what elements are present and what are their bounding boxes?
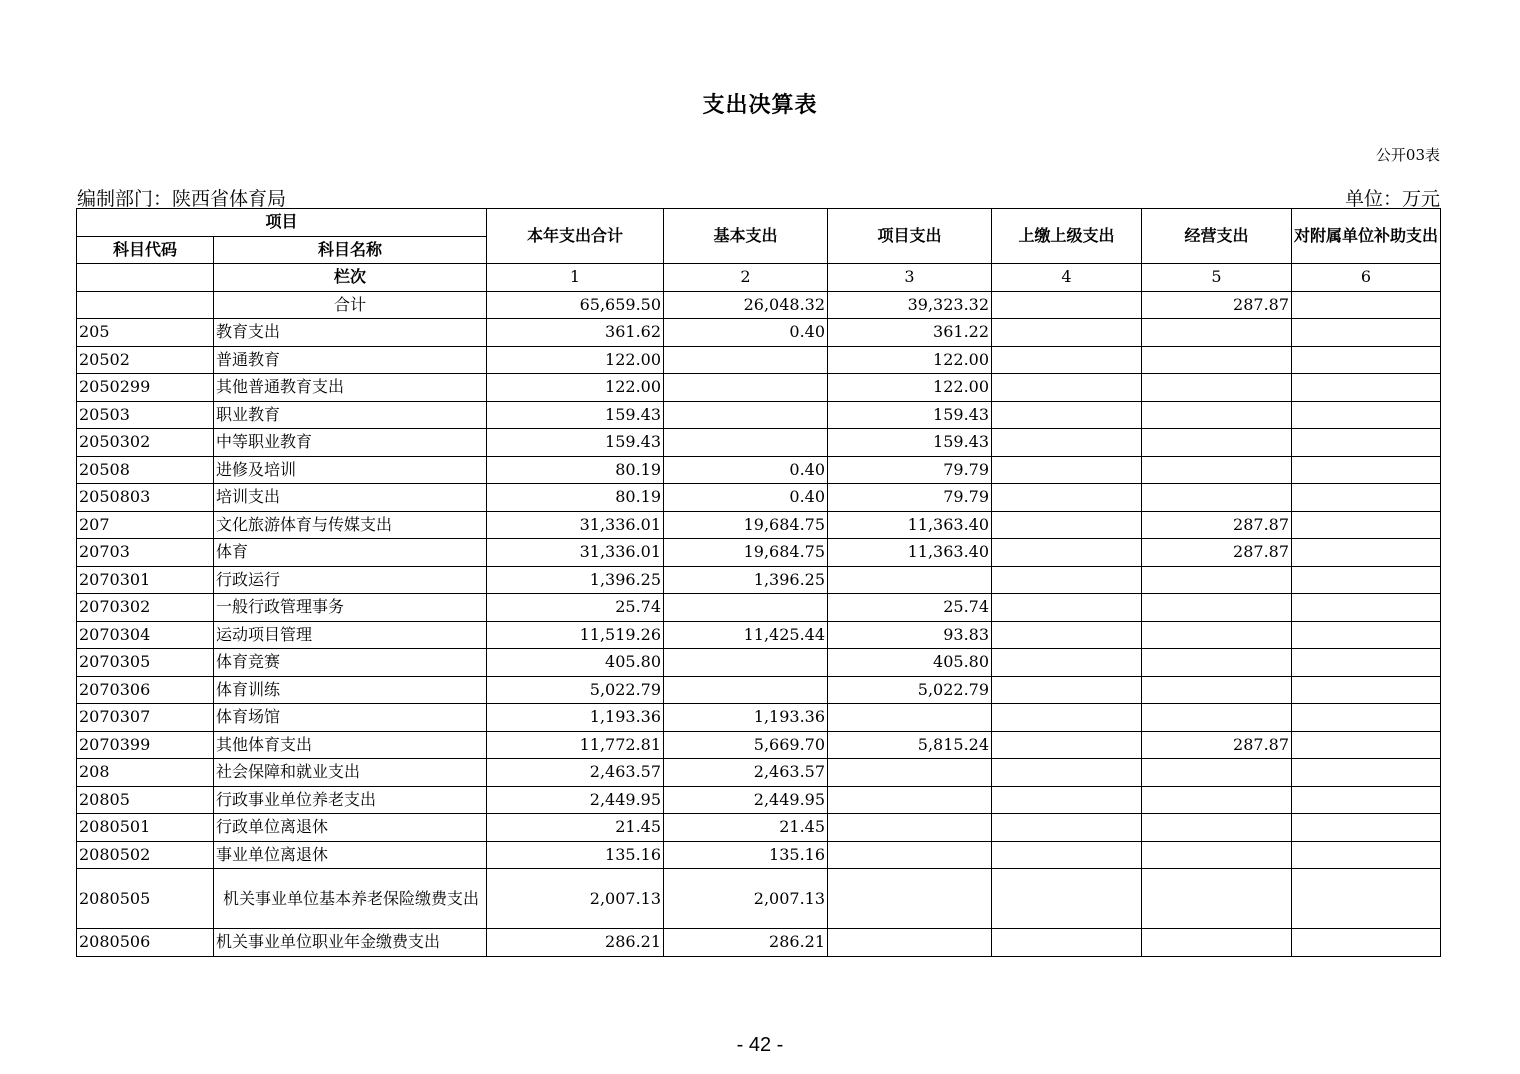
amount-subsidy <box>1292 869 1441 929</box>
subject-name: 培训支出 <box>214 484 487 512</box>
table-row <box>77 841 1441 869</box>
amount-basic <box>664 401 828 429</box>
amount-upper <box>992 929 1142 957</box>
amount-upper <box>992 511 1142 539</box>
amount-total: 31,336.01 <box>487 539 664 567</box>
amount-subsidy <box>1292 594 1441 622</box>
amount-business <box>1142 929 1292 957</box>
total-row <box>77 291 1441 319</box>
amount-upper <box>992 841 1142 869</box>
header-subsidy: 对附属单位补助支出 <box>1292 209 1441 264</box>
amount-basic <box>664 649 828 677</box>
total-subsidy <box>1292 291 1441 319</box>
amount-total: 135.16 <box>487 841 664 869</box>
subject-name: 其他体育支出 <box>214 731 487 759</box>
subject-code: 2050803 <box>77 484 214 512</box>
amount-project <box>828 869 992 929</box>
table-row <box>77 566 1441 594</box>
amount-upper <box>992 319 1142 347</box>
amount-business <box>1142 841 1292 869</box>
header-upper: 上缴上级支出 <box>992 209 1142 264</box>
amount-business: 287.87 <box>1142 539 1292 567</box>
subject-code: 2070302 <box>77 594 214 622</box>
unit-label: 单位：万元 <box>1344 188 1440 210</box>
amount-project: 405.80 <box>828 649 992 677</box>
row-label-blank <box>77 264 214 292</box>
total-upper <box>992 291 1142 319</box>
amount-total: 1,396.25 <box>487 566 664 594</box>
amount-business <box>1142 319 1292 347</box>
subject-name: 文化旅游体育与传媒支出 <box>214 511 487 539</box>
amount-project <box>828 786 992 814</box>
subject-code: 205 <box>77 319 214 347</box>
amount-total: 1,193.36 <box>487 704 664 732</box>
amount-basic <box>664 676 828 704</box>
amount-upper <box>992 429 1142 457</box>
header-business: 经营支出 <box>1142 209 1292 264</box>
table-row <box>77 539 1441 567</box>
amount-basic: 19,684.75 <box>664 511 828 539</box>
amount-project: 79.79 <box>828 456 992 484</box>
col-index-6: 6 <box>1292 264 1441 292</box>
amount-subsidy <box>1292 346 1441 374</box>
amount-basic: 0.40 <box>664 456 828 484</box>
amount-subsidy <box>1292 456 1441 484</box>
subject-code: 2070301 <box>77 566 214 594</box>
amount-subsidy <box>1292 484 1441 512</box>
amount-basic <box>664 346 828 374</box>
table-row <box>77 621 1441 649</box>
amount-business <box>1142 649 1292 677</box>
amount-upper <box>992 731 1142 759</box>
amount-subsidy <box>1292 704 1441 732</box>
table-row <box>77 929 1441 957</box>
amount-basic: 1,396.25 <box>664 566 828 594</box>
amount-subsidy <box>1292 401 1441 429</box>
amount-total: 361.62 <box>487 319 664 347</box>
amount-subsidy <box>1292 429 1441 457</box>
amount-upper <box>992 814 1142 842</box>
amount-business <box>1142 704 1292 732</box>
table-row <box>77 319 1441 347</box>
amount-basic: 2,463.57 <box>664 759 828 787</box>
header-basic: 基本支出 <box>664 209 828 264</box>
amount-project: 93.83 <box>828 621 992 649</box>
amount-subsidy <box>1292 374 1441 402</box>
amount-total: 122.00 <box>487 374 664 402</box>
header-item: 项目 <box>77 209 487 237</box>
table-row <box>77 649 1441 677</box>
amount-business <box>1142 786 1292 814</box>
subject-code: 2050299 <box>77 374 214 402</box>
subject-code: 207 <box>77 511 214 539</box>
amount-business <box>1142 374 1292 402</box>
subject-code: 2080502 <box>77 841 214 869</box>
amount-upper <box>992 759 1142 787</box>
amount-total: 159.43 <box>487 401 664 429</box>
amount-upper <box>992 401 1142 429</box>
amount-total: 405.80 <box>487 649 664 677</box>
total-project: 39,323.32 <box>828 291 992 319</box>
table-row <box>77 676 1441 704</box>
amount-project: 159.43 <box>828 429 992 457</box>
amount-basic: 1,193.36 <box>664 704 828 732</box>
amount-business <box>1142 484 1292 512</box>
amount-basic: 2,007.13 <box>664 869 828 929</box>
amount-project: 79.79 <box>828 484 992 512</box>
subject-code: 20703 <box>77 539 214 567</box>
table-row <box>77 374 1441 402</box>
amount-total: 80.19 <box>487 484 664 512</box>
amount-project: 159.43 <box>828 401 992 429</box>
amount-business <box>1142 566 1292 594</box>
subject-code: 208 <box>77 759 214 787</box>
amount-subsidy <box>1292 759 1441 787</box>
amount-subsidy <box>1292 511 1441 539</box>
col-index-5: 5 <box>1142 264 1292 292</box>
amount-subsidy <box>1292 929 1441 957</box>
amount-total: 2,449.95 <box>487 786 664 814</box>
amount-subsidy <box>1292 566 1441 594</box>
amount-basic: 5,669.70 <box>664 731 828 759</box>
amount-upper <box>992 704 1142 732</box>
amount-subsidy <box>1292 649 1441 677</box>
compiling-department: 编制部门：陕西省体育局 <box>77 188 287 210</box>
subject-code: 2080506 <box>77 929 214 957</box>
amount-project <box>828 929 992 957</box>
amount-upper <box>992 676 1142 704</box>
amount-upper <box>992 346 1142 374</box>
amount-subsidy <box>1292 731 1441 759</box>
amount-subsidy <box>1292 841 1441 869</box>
subject-name: 体育竞赛 <box>214 649 487 677</box>
amount-total: 21.45 <box>487 814 664 842</box>
amount-subsidy <box>1292 786 1441 814</box>
amount-total: 80.19 <box>487 456 664 484</box>
amount-project <box>828 759 992 787</box>
table-row <box>77 786 1441 814</box>
amount-project: 11,363.40 <box>828 539 992 567</box>
form-number: 公开03表 <box>1375 146 1440 164</box>
amount-business <box>1142 676 1292 704</box>
subject-code: 2080501 <box>77 814 214 842</box>
amount-subsidy <box>1292 539 1441 567</box>
amount-basic: 2,449.95 <box>664 786 828 814</box>
amount-business <box>1142 621 1292 649</box>
subject-name: 教育支出 <box>214 319 487 347</box>
amount-upper <box>992 374 1142 402</box>
table-row <box>77 594 1441 622</box>
table-row <box>77 456 1441 484</box>
subject-code: 2070304 <box>77 621 214 649</box>
amount-basic: 0.40 <box>664 484 828 512</box>
subject-name: 体育场馆 <box>214 704 487 732</box>
subject-name: 机关事业单位职业年金缴费支出 <box>214 929 487 957</box>
amount-total: 122.00 <box>487 346 664 374</box>
header-code: 科目代码 <box>77 236 214 264</box>
amount-business <box>1142 456 1292 484</box>
amount-basic <box>664 594 828 622</box>
amount-upper <box>992 456 1142 484</box>
amount-subsidy <box>1292 676 1441 704</box>
amount-business <box>1142 594 1292 622</box>
subject-name: 其他普通教育支出 <box>214 374 487 402</box>
amount-total: 25.74 <box>487 594 664 622</box>
amount-project: 122.00 <box>828 346 992 374</box>
subject-name: 进修及培训 <box>214 456 487 484</box>
amount-business <box>1142 869 1292 929</box>
amount-basic: 21.45 <box>664 814 828 842</box>
page-title: 支出决算表 <box>702 92 818 118</box>
subject-code: 2050302 <box>77 429 214 457</box>
amount-project: 361.22 <box>828 319 992 347</box>
amount-total: 159.43 <box>487 429 664 457</box>
amount-project: 5,815.24 <box>828 731 992 759</box>
amount-total: 11,519.26 <box>487 621 664 649</box>
amount-project: 5,022.79 <box>828 676 992 704</box>
table-row <box>77 429 1441 457</box>
amount-project <box>828 841 992 869</box>
header-project: 项目支出 <box>828 209 992 264</box>
amount-project <box>828 566 992 594</box>
subject-code: 20503 <box>77 401 214 429</box>
amount-total: 5,022.79 <box>487 676 664 704</box>
total-basic: 26,048.32 <box>664 291 828 319</box>
subject-code: 2070305 <box>77 649 214 677</box>
amount-upper <box>992 566 1142 594</box>
subject-code: 2070306 <box>77 676 214 704</box>
amount-basic: 286.21 <box>664 929 828 957</box>
amount-upper <box>992 649 1142 677</box>
amount-project <box>828 814 992 842</box>
amount-upper <box>992 484 1142 512</box>
subject-code: 20508 <box>77 456 214 484</box>
subject-code: 2070307 <box>77 704 214 732</box>
subject-name: 行政单位离退休 <box>214 814 487 842</box>
subject-code: 2070399 <box>77 731 214 759</box>
amount-total: 31,336.01 <box>487 511 664 539</box>
subject-code: 2080505 <box>77 869 214 929</box>
amount-project <box>828 704 992 732</box>
header-name: 科目名称 <box>214 236 487 264</box>
amount-basic <box>664 374 828 402</box>
amount-upper <box>992 594 1142 622</box>
table-row <box>77 869 1441 929</box>
amount-business: 287.87 <box>1142 511 1292 539</box>
subject-name: 中等职业教育 <box>214 429 487 457</box>
amount-business <box>1142 814 1292 842</box>
table-row <box>77 511 1441 539</box>
subject-name: 社会保障和就业支出 <box>214 759 487 787</box>
subject-name: 机关事业单位基本养老保险缴费支出 <box>214 869 487 929</box>
subject-code: 20805 <box>77 786 214 814</box>
amount-basic: 0.40 <box>664 319 828 347</box>
total-total: 65,659.50 <box>487 291 664 319</box>
amount-business: 287.87 <box>1142 731 1292 759</box>
col-index-1: 1 <box>487 264 664 292</box>
amount-business <box>1142 401 1292 429</box>
subject-code: 20502 <box>77 346 214 374</box>
table-row <box>77 346 1441 374</box>
total-business: 287.87 <box>1142 291 1292 319</box>
table-row <box>77 731 1441 759</box>
amount-upper <box>992 786 1142 814</box>
amount-business <box>1142 429 1292 457</box>
subject-name: 行政运行 <box>214 566 487 594</box>
page-number: - 42 - <box>736 1034 784 1056</box>
table-row <box>77 704 1441 732</box>
header-total: 本年支出合计 <box>487 209 664 264</box>
table-row <box>77 759 1441 787</box>
table-row <box>77 814 1441 842</box>
amount-total: 286.21 <box>487 929 664 957</box>
col-index-2: 2 <box>664 264 828 292</box>
total-code <box>77 291 214 319</box>
header-row-3 <box>77 264 1441 292</box>
amount-basic <box>664 429 828 457</box>
amount-subsidy <box>1292 319 1441 347</box>
amount-project: 25.74 <box>828 594 992 622</box>
col-index-3: 3 <box>828 264 992 292</box>
table-row <box>77 401 1441 429</box>
total-name: 合计 <box>214 291 487 319</box>
subject-name: 体育训练 <box>214 676 487 704</box>
subject-name: 事业单位离退休 <box>214 841 487 869</box>
amount-project: 11,363.40 <box>828 511 992 539</box>
amount-total: 11,772.81 <box>487 731 664 759</box>
amount-upper <box>992 869 1142 929</box>
amount-basic: 19,684.75 <box>664 539 828 567</box>
col-index-4: 4 <box>992 264 1142 292</box>
amount-subsidy <box>1292 621 1441 649</box>
row-label: 栏次 <box>214 264 487 292</box>
amount-business <box>1142 346 1292 374</box>
amount-basic: 11,425.44 <box>664 621 828 649</box>
subject-name: 一般行政管理事务 <box>214 594 487 622</box>
amount-total: 2,463.57 <box>487 759 664 787</box>
amount-upper <box>992 539 1142 567</box>
amount-basic: 135.16 <box>664 841 828 869</box>
amount-business <box>1142 759 1292 787</box>
amount-project: 122.00 <box>828 374 992 402</box>
amount-total: 2,007.13 <box>487 869 664 929</box>
subject-name: 行政事业单位养老支出 <box>214 786 487 814</box>
expenditure-table <box>76 208 1441 957</box>
table-row <box>77 484 1441 512</box>
subject-name: 职业教育 <box>214 401 487 429</box>
header-row-1 <box>77 209 1441 237</box>
amount-subsidy <box>1292 814 1441 842</box>
amount-upper <box>992 621 1142 649</box>
subject-name: 普通教育 <box>214 346 487 374</box>
subject-name: 体育 <box>214 539 487 567</box>
subject-name: 运动项目管理 <box>214 621 487 649</box>
